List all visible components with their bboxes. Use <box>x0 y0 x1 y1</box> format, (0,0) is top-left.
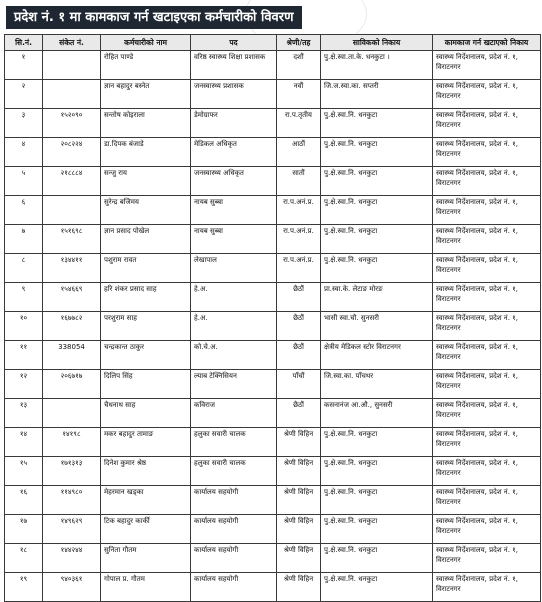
cell-new-office: स्वास्थ्य निर्देशनालय, प्रदेश नं. १, विराटनगर <box>433 196 541 225</box>
cell-level: सातौं <box>277 167 321 196</box>
staff-table <box>4 34 541 602</box>
cell-serial: १९ <box>5 573 43 602</box>
cell-code: २१८८८४ <box>43 167 101 196</box>
cell-serial: ८ <box>5 254 43 283</box>
cell-new-office: स्वास्थ्य निर्देशनालय, प्रदेश नं. १, विराटनगर <box>433 80 541 109</box>
cell-post: डेमोग्राफर <box>191 109 277 138</box>
cell-post: जनस्वास्थ्य अधिकृत <box>191 167 277 196</box>
table-row <box>5 370 541 399</box>
cell-post: हे.अ. <box>191 312 277 341</box>
cell-name: दिलिप सिंह <box>101 370 191 399</box>
cell-serial: १३ <box>5 399 43 428</box>
cell-code: १४१९८ <box>43 428 101 457</box>
cell-post: नायब सुब्बा <box>191 225 277 254</box>
cell-serial: १२ <box>5 370 43 399</box>
cell-name: हरि शंकर प्रसाद साह <box>101 283 191 312</box>
cell-level: दशौं <box>277 51 321 80</box>
header-code: संकेत नं. <box>43 35 101 51</box>
header-prev-office: साविकको निकाय <box>321 35 433 51</box>
cell-code <box>43 399 101 428</box>
cell-new-office: स्वास्थ्य निर्देशनालय, प्रदेश नं. १, विराटनगर <box>433 544 541 573</box>
header-new-office: कामकाज गर्न खटाएको निकाय <box>433 35 541 51</box>
cell-name: ज्ञान प्रसाद पोखेल <box>101 225 191 254</box>
table-row <box>5 428 541 457</box>
cell-prev-office: क्षेत्रीय मेडिकल स्टोर विराटनगर <box>321 341 433 370</box>
cell-post: मेडिकल अधिकृत <box>191 138 277 167</box>
table-row <box>5 341 541 370</box>
cell-code: १७१३१३ <box>43 457 101 486</box>
cell-level: रा.प.तृतीय <box>277 109 321 138</box>
cell-name: मकर बहादुर तामाङ <box>101 428 191 457</box>
table-row <box>5 573 541 602</box>
cell-code: १५१६९८ <box>43 225 101 254</box>
cell-new-office: स्वास्थ्य निर्देशनालय, प्रदेश नं. १, विराटनगर <box>433 312 541 341</box>
cell-name: सुनिता गौतम <box>101 544 191 573</box>
table-row <box>5 515 541 544</box>
cell-serial: ४ <box>5 138 43 167</box>
cell-level: श्रेणी विहिन <box>277 486 321 515</box>
cell-code: १५२०९० <box>43 109 101 138</box>
cell-name: सुरेन्द्र बजिमय <box>101 196 191 225</box>
cell-new-office: स्वास्थ्य निर्देशनालय, प्रदेश नं. १, विराटनगर <box>433 573 541 602</box>
table-row <box>5 544 541 573</box>
cell-prev-office: पु.क्षे.स्वा.नि. धनकुटा <box>321 457 433 486</box>
cell-post: कविराज <box>191 399 277 428</box>
cell-post: कार्यालय सहयोगी <box>191 515 277 544</box>
cell-new-office: स्वास्थ्य निर्देशनालय, प्रदेश नं. १, विराटनगर <box>433 341 541 370</box>
cell-prev-office: पु.क्षे.स्वा.नि. धनकुटा <box>321 515 433 544</box>
cell-prev-office: जि.ज.स्वा.का. सप्तरी <box>321 80 433 109</box>
cell-code <box>43 196 101 225</box>
cell-new-office: स्वास्थ्य निर्देशनालय, प्रदेश नं. १, विराटनगर <box>433 167 541 196</box>
cell-level: श्रेणी विहिन <box>277 428 321 457</box>
cell-level: छैठौं <box>277 399 321 428</box>
cell-level: श्रेणी विहिन <box>277 515 321 544</box>
cell-serial: १६ <box>5 486 43 515</box>
cell-post: हलुका सवारी चालक <box>191 428 277 457</box>
cell-code: १६७७८२ <box>43 312 101 341</box>
cell-level: छैठौं <box>277 341 321 370</box>
cell-serial: ११ <box>5 341 43 370</box>
cell-post: हे.अ. <box>191 283 277 312</box>
cell-name: चन्द्रकान्त ठाकुर <box>101 341 191 370</box>
table-row <box>5 167 541 196</box>
cell-prev-office: पु.क्षे.स्वा.नि. धनकुटा <box>321 254 433 283</box>
cell-level: रा.प.अनं.प्र. <box>277 196 321 225</box>
cell-prev-office: पु.क्षे.स्वा.नि. धनकुटा <box>321 544 433 573</box>
cell-new-office: स्वास्थ्य निर्देशनालय, प्रदेश नं. १, विराटनगर <box>433 399 541 428</box>
cell-name: मेहरमान खड्का <box>101 486 191 515</box>
cell-post: ल्याब टेक्निसियन <box>191 370 277 399</box>
cell-serial: ३ <box>5 109 43 138</box>
cell-code: 338054 <box>43 341 101 370</box>
cell-serial: २ <box>5 80 43 109</box>
document-title: प्रदेश नं. १ मा कामकाज गर्न खटाइएका कर्मचारीको विवरण <box>6 6 302 29</box>
cell-code: १४४२४४ <box>43 544 101 573</box>
cell-post: लेखापाल <box>191 254 277 283</box>
cell-prev-office: पु.क्षे.स्वा.नि. धनकुटा <box>321 573 433 602</box>
cell-code: १४९६२९ <box>43 515 101 544</box>
cell-serial: १५ <box>5 457 43 486</box>
header-level: श्रेणी/तह <box>277 35 321 51</box>
cell-prev-office: भासी स्वा.चौ. सुनसरी <box>321 312 433 341</box>
cell-code <box>43 80 101 109</box>
cell-name: गोपाल प्र. गौतम <box>101 573 191 602</box>
cell-code: १५४६६९ <box>43 283 101 312</box>
cell-new-office: स्वास्थ्य निर्देशनालय, प्रदेश नं. १, विराटनगर <box>433 138 541 167</box>
cell-name: डा.दिपक बंजाडे <box>101 138 191 167</box>
cell-post: जनस्वास्थ्य प्रशासक <box>191 80 277 109</box>
table-row <box>5 312 541 341</box>
cell-name: पशुराम रावत <box>101 254 191 283</box>
cell-name: परशुराम साह <box>101 312 191 341</box>
cell-serial: ९ <box>5 283 43 312</box>
cell-post: नायब सुब्बा <box>191 196 277 225</box>
cell-serial: १८ <box>5 544 43 573</box>
cell-prev-office: पु.क्षे.स्वा.नि. धनकुटा <box>321 428 433 457</box>
cell-prev-office: पु.क्षे.स्वा.ता.के. धनकुटा । <box>321 51 433 80</box>
cell-new-office: स्वास्थ्य निर्देशनालय, प्रदेश नं. १, विराटनगर <box>433 486 541 515</box>
header-serial: सि.नं. <box>5 35 43 51</box>
cell-serial: १० <box>5 312 43 341</box>
cell-prev-office: पु.क्षे.स्वा.नि. धनकुटा <box>321 167 433 196</box>
cell-level: नवौं <box>277 80 321 109</box>
table-row <box>5 51 541 80</box>
cell-prev-office: जि.स्वा.का. पाँचथर <box>321 370 433 399</box>
cell-name: टिक बहादुर कार्की <box>101 515 191 544</box>
cell-new-office: स्वास्थ्य निर्देशनालय, प्रदेश नं. १, विराटनगर <box>433 109 541 138</box>
cell-new-office: स्वास्थ्य निर्देशनालय, प्रदेश नं. १, विराटनगर <box>433 254 541 283</box>
cell-new-office: स्वास्थ्य निर्देशनालय, प्रदेश नं. १, विराटनगर <box>433 515 541 544</box>
cell-prev-office: पु.क्षे.स्वा.नि. धनकुटा <box>321 225 433 254</box>
cell-name: सन्जु राय <box>101 167 191 196</box>
cell-code: ११४९८० <box>43 486 101 515</box>
cell-name: ज्ञान बहादुर बस्नेत <box>101 80 191 109</box>
cell-level: श्रेणी विहिन <box>277 457 321 486</box>
cell-level: रा.प.अनं.प्र. <box>277 225 321 254</box>
table-row <box>5 457 541 486</box>
cell-prev-office: पु.क्षे.स्वा.नि. धनकुटा <box>321 486 433 515</box>
cell-name: रोहित पाण्डे <box>101 51 191 80</box>
cell-serial: १४ <box>5 428 43 457</box>
table-row <box>5 283 541 312</box>
table-header-row <box>5 35 541 51</box>
cell-new-office: स्वास्थ्य निर्देशनालय, प्रदेश नं. १, विराटनगर <box>433 457 541 486</box>
cell-name: सन्तोष कोइराला <box>101 109 191 138</box>
cell-prev-office: पु.क्षे.स्वा.नि. धनकुटा <box>321 109 433 138</box>
title-bar <box>0 0 542 30</box>
cell-code: २०८२२४ <box>43 138 101 167</box>
cell-level: छैठौं <box>277 283 321 312</box>
cell-level: आठौं <box>277 138 321 167</box>
header-name: कर्मचारीको नाम <box>101 35 191 51</box>
cell-new-office: स्वास्थ्य निर्देशनालय, प्रदेश नं. १, विराटनगर <box>433 370 541 399</box>
cell-level: रा.प.अनं.प्र. <box>277 254 321 283</box>
cell-serial: ६ <box>5 196 43 225</box>
cell-new-office: स्वास्थ्य निर्देशनालय, प्रदेश नं. १, विराटनगर <box>433 283 541 312</box>
table-row <box>5 399 541 428</box>
cell-new-office: स्वास्थ्य निर्देशनालय, प्रदेश नं. १, विराटनगर <box>433 225 541 254</box>
cell-code: ९४०३६१ <box>43 573 101 602</box>
cell-prev-office: पु.क्षे.स्वा.नि. धनकुटा <box>321 138 433 167</box>
table-row <box>5 80 541 109</box>
cell-post: कार्यालय सहयोगी <box>191 486 277 515</box>
cell-serial: १ <box>5 51 43 80</box>
cell-serial: ५ <box>5 167 43 196</box>
cell-code <box>43 51 101 80</box>
cell-post: कार्यालय सहयोगी <box>191 544 277 573</box>
cell-serial: ७ <box>5 225 43 254</box>
table-row <box>5 109 541 138</box>
cell-level: श्रेणी विहिन <box>277 544 321 573</box>
cell-prev-office: पु.क्षे.स्वा.नि. धनकुटा <box>321 196 433 225</box>
cell-name: दिनेश कुमार श्रेष्ठ <box>101 457 191 486</box>
cell-post: वरिष्ठ स्वास्थ्य शिक्षा प्रशासक <box>191 51 277 80</box>
table-row <box>5 138 541 167</box>
cell-prev-office: प्रा.स्वा.के. लेटाङ मोरङ <box>321 283 433 312</box>
cell-code: १३४४११ <box>43 254 101 283</box>
cell-level: श्रेणी विहिन <box>277 573 321 602</box>
table-row <box>5 486 541 515</box>
cell-post: हलुका सवारी चालक <box>191 457 277 486</box>
header-post: पद <box>191 35 277 51</box>
cell-prev-office: कसनानंज आ.औ., सुनसरी <box>321 399 433 428</box>
table-row <box>5 254 541 283</box>
table-row <box>5 225 541 254</box>
cell-code: २०६७१७ <box>43 370 101 399</box>
cell-new-office: स्वास्थ्य निर्देशनालय, प्रदेश नं. १, विराटनगर <box>433 51 541 80</box>
cell-level: पाँचौं <box>277 370 321 399</box>
cell-post: को.चे.अ. <box>191 341 277 370</box>
cell-post: कार्यालय सहयोगी <box>191 573 277 602</box>
cell-name: चैधनाथ साह <box>101 399 191 428</box>
cell-new-office: स्वास्थ्य निर्देशनालय, प्रदेश नं. १, विराटनगर <box>433 428 541 457</box>
cell-level: छैठौं <box>277 312 321 341</box>
table-row <box>5 196 541 225</box>
cell-serial: १७ <box>5 515 43 544</box>
